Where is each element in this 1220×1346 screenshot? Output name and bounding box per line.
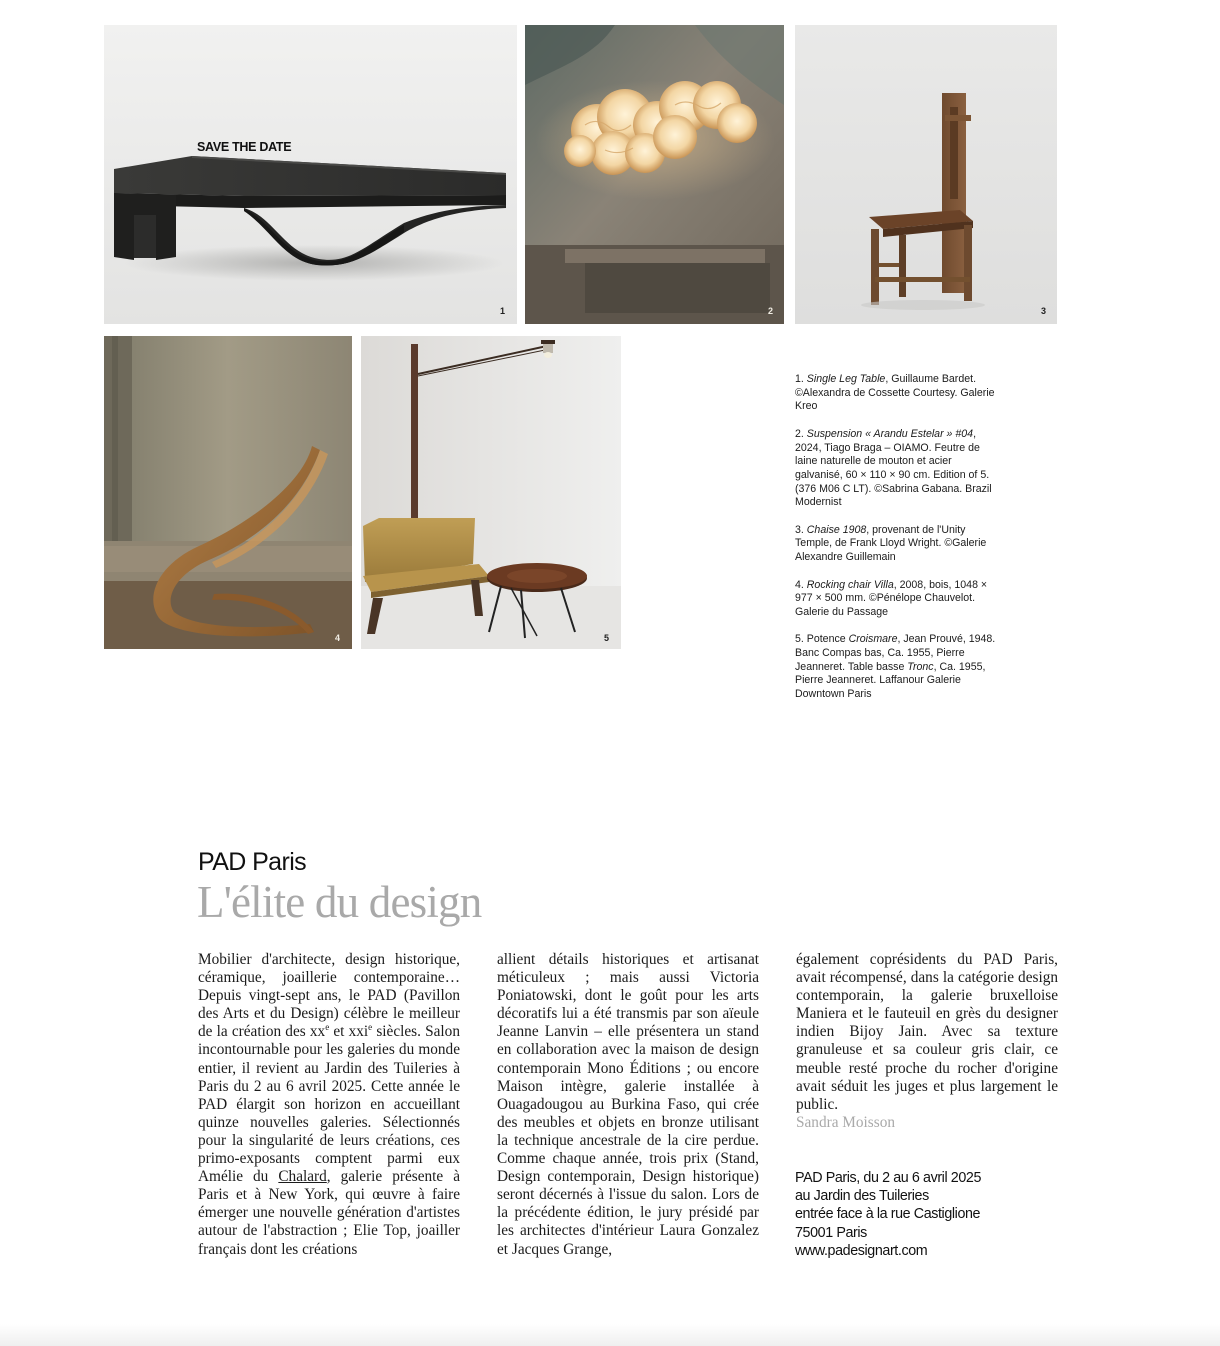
paragraph: également coprésidents du PAD Paris, avait récompensé, dans la catégorie design contemporain, la galerie bruxelloise Maniera et le fauteuil en grès du designer indien Bijoy Jain. Avec sa texture granuleuse et sa couleur gris clair, ce meuble resté proche du rocher d'origine avait séduit les juges et plus largement le public. — [796, 951, 1058, 1113]
info-line: entrée face à la rue Castiglione — [795, 1206, 981, 1223]
article-kicker: PAD Paris — [198, 848, 307, 876]
save-the-date-overlay: SAVE THE DATE — [197, 140, 292, 154]
photo-number: 2 — [767, 306, 773, 316]
caption-2: 2. Suspension « Arandu Estelar » #04, 2024, Tiago Braga – OIAMO. Feutre de laine naturelle de mouton et acier galvanisé, 60 × 110 × 90 cm. Edition of 5. (376 M06 C LT). ©Sabrina Gabana. Brazil Modernist — [795, 427, 992, 509]
photo-number: 5 — [603, 633, 609, 643]
page-bottom-edge — [0, 1324, 1220, 1346]
photo-number: 3 — [1040, 306, 1046, 316]
photo-rocking-chair — [104, 336, 352, 649]
paragraph: Mobilier d'architecte, design historique, céramique, joaillerie contemporaine… Depuis vingt-sept ans, le PAD (Pavillon des Arts et du Design) célèbre le meilleur de la création des $xx^e$ et xxi$^e$ siècles. Salon incontournable pour les galeries du monde entier, il revient au Jardin des Tuileries à Paris du 2 au 6 avril 2025. Cette année le PAD élargit son horizon en accueillant quinze nouvelles galeries. Sélectionnés pour la singularité de leurs créations, ces primo-exposants comptent parmi eux Amélie du Chalard, galerie présente à Paris et à New York, qui œuvre à faire émerger une nouvelle génération d'artistes autour de l'abstraction ; Elie Top, joailler français dont les créations — [198, 951, 460, 1258]
photo-wooden-chair — [795, 25, 1057, 324]
article-column-2 — [497, 951, 759, 1259]
photo-captions — [795, 373, 1000, 716]
photo-number: 1 — [499, 306, 505, 316]
caption-3: 3. Chaise 1908, provenant de l'Unity Temple, de Frank Lloyd Wright. ©Galerie Alexandre Guillemain — [795, 523, 987, 564]
event-info — [795, 1169, 981, 1260]
photo-single-leg-table — [104, 25, 517, 324]
article-title: L'élite du design — [197, 877, 482, 927]
photo-number: 4 — [334, 633, 340, 643]
info-line: 75001 Paris — [795, 1224, 867, 1241]
article-column-3 — [796, 951, 1058, 1132]
website-link[interactable]: www.padesignart.com — [795, 1242, 928, 1259]
info-line: PAD Paris, du 2 au 6 avril 2025 — [795, 1170, 982, 1186]
author-byline: Sandra Moisson — [796, 1113, 896, 1131]
photo-wall-lamp-bench-table — [361, 336, 621, 649]
info-line: au Jardin des Tuileries — [795, 1188, 929, 1205]
chalard-link[interactable]: Chalard — [278, 1168, 327, 1186]
paragraph: allient détails historiques et artisanat méticuleux ; mais aussi Victoria Poniatowski, dont le goût pour les arts décoratifs lui a été transmis par son aïeule Jeanne Lanvin – elle présentera un stand en collaboration avec la maison de design contemporain Mono Éditions ; ou encore Maison intègre, galerie installée à Ouagadougou au Burkina Faso, qui crée des meubles et objets en bronze utilisant la technique ancestrale de la cire perdue. Comme chaque année, trois prix (Stand, Design contemporain, Design historique) seront décernés à l'issue du salon. Lors de la précédente édition, le jury présidé par les architectes d'intérieur Laura Gonzalez et Jacques Grange, — [497, 951, 759, 1258]
article-column-1 — [198, 951, 460, 1259]
caption-1: 1. Single Leg Table, Guillaume Bardet. ©Alexandra de Cossette Courtesy. Galerie Kreo — [795, 373, 995, 413]
photo-suspension-lamp — [525, 25, 784, 324]
caption-5: 5. Potence Croismare, Jean Prouvé, 1948. Banc Compas bas, Ca. 1955, Pierre Jeanneret. Table basse Tronc, Ca. 1955, Pierre Jeanneret. Laffanour Galerie Downtown Paris — [795, 633, 996, 701]
caption-4: 4. Rocking chair Villa, 2008, bois, 1048 × 977 × 500 mm. ©Pénélope Chauvelot. Galerie du Passage — [795, 578, 988, 618]
